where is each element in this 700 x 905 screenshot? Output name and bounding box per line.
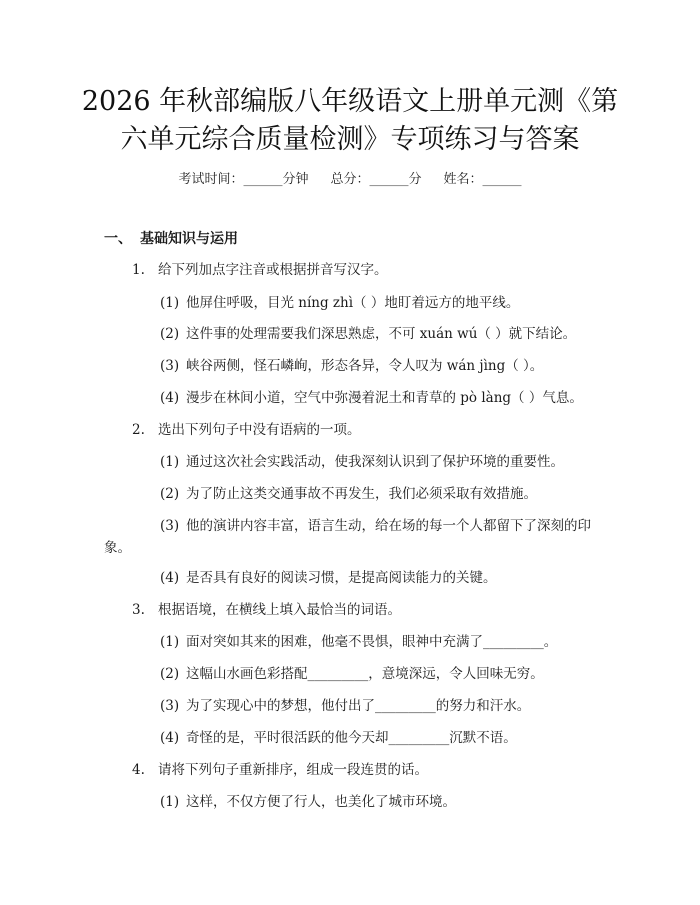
exam-info	[0, 168, 700, 187]
item-number: (1)	[160, 794, 180, 810]
question-3	[132, 600, 401, 620]
question-number: 4.	[132, 762, 145, 778]
question-2-item-1	[160, 452, 564, 472]
question-3-item-4	[160, 728, 517, 748]
question-text: 请将下列句子重新排序，组成一段连贯的话。	[158, 762, 428, 778]
item-text: 漫步在林间小道，空气中弥漫着泥土和青草的 pò làng（ ）气息。	[186, 390, 583, 406]
question-3-item-2	[160, 664, 544, 684]
item-text: 这样，不仅方便了行人，也美化了城市环境。	[186, 794, 456, 810]
doc-title-line-1: 2026 年秋部编版八年级语文上册单元测《第	[81, 86, 619, 117]
item-text: 峡谷两侧，怪石嶙峋，形态各异，令人叹为 wán jìng（ ）。	[186, 358, 544, 374]
item-number: (1)	[160, 454, 180, 470]
question-number: 1.	[132, 262, 145, 278]
item-number: (2)	[160, 486, 180, 502]
item-number: (1)	[160, 634, 180, 650]
item-text: 为了实现心中的梦想，他付出了_________的努力和汗水。	[186, 698, 531, 714]
item-text: 面对突如其来的困难，他毫不畏惧，眼神中充满了_________。	[186, 634, 558, 650]
item-number: (2)	[160, 326, 180, 342]
question-1-item-3	[160, 356, 543, 376]
question-2-item-2	[160, 484, 537, 504]
question-2	[132, 420, 361, 440]
question-2-item-4	[160, 568, 497, 588]
item-number: (4)	[160, 570, 180, 586]
item-text: 这幅山水画色彩搭配_________，意境深远，令人回味无穷。	[186, 666, 544, 682]
item-text: 他屏住呼吸，目光 níng zhì（ ）地盯着远方的地平线。	[186, 295, 520, 311]
question-3-item-3	[160, 696, 530, 716]
question-1-item-2	[160, 324, 576, 344]
item-number: (3)	[160, 358, 180, 374]
question-2-item-3	[160, 516, 591, 536]
question-2-item-3-continuation: 象。	[104, 540, 131, 556]
question-text: 给下列加点字注音或根据拼音写汉字。	[158, 262, 388, 278]
exam-name: 姓名：______	[443, 172, 522, 187]
question-text: 根据语境，在横线上填入最恰当的词语。	[158, 602, 401, 618]
question-1-item-4	[160, 388, 583, 408]
question-1-item-1	[160, 293, 519, 313]
item-number: (1)	[160, 295, 180, 311]
question-3-item-1	[160, 632, 557, 652]
section-heading	[104, 228, 238, 248]
item-number: (2)	[160, 666, 180, 682]
item-text: 他的演讲内容丰富，语言生动，给在场的每一个人都留下了深刻的印	[186, 518, 591, 534]
section-title: 基础知识与运用	[140, 231, 238, 247]
item-number: (4)	[160, 390, 180, 406]
question-number: 3.	[132, 602, 145, 618]
exam-time: 考试时间：______分钟	[178, 172, 309, 187]
question-4	[132, 760, 428, 780]
question-text: 选出下列句子中没有语病的一项。	[158, 422, 361, 438]
item-text: 是否具有良好的阅读习惯，是提高阅读能力的关键。	[186, 570, 497, 586]
doc-title-line-2: 六单元综合质量检测》专项练习与答案	[120, 124, 580, 155]
question-4-item-1	[160, 792, 456, 812]
question-1	[132, 260, 388, 280]
item-number: (3)	[160, 518, 180, 534]
section-number: 一、	[104, 231, 132, 247]
question-number: 2.	[132, 422, 145, 438]
item-text: 这件事的处理需要我们深思熟虑，不可 xuán wú（ ）就下结论。	[186, 326, 577, 342]
exam-score: 总分：______分	[330, 172, 422, 187]
item-number: (4)	[160, 730, 180, 746]
item-number: (3)	[160, 698, 180, 714]
item-text: 为了防止这类交通事故不再发生，我们必须采取有效措施。	[186, 486, 537, 502]
item-text: 通过这次社会实践活动，使我深刻认识到了保护环境的重要性。	[186, 454, 564, 470]
item-text: 奇怪的是，平时很活跃的他今天却_________沉默不语。	[186, 730, 517, 746]
